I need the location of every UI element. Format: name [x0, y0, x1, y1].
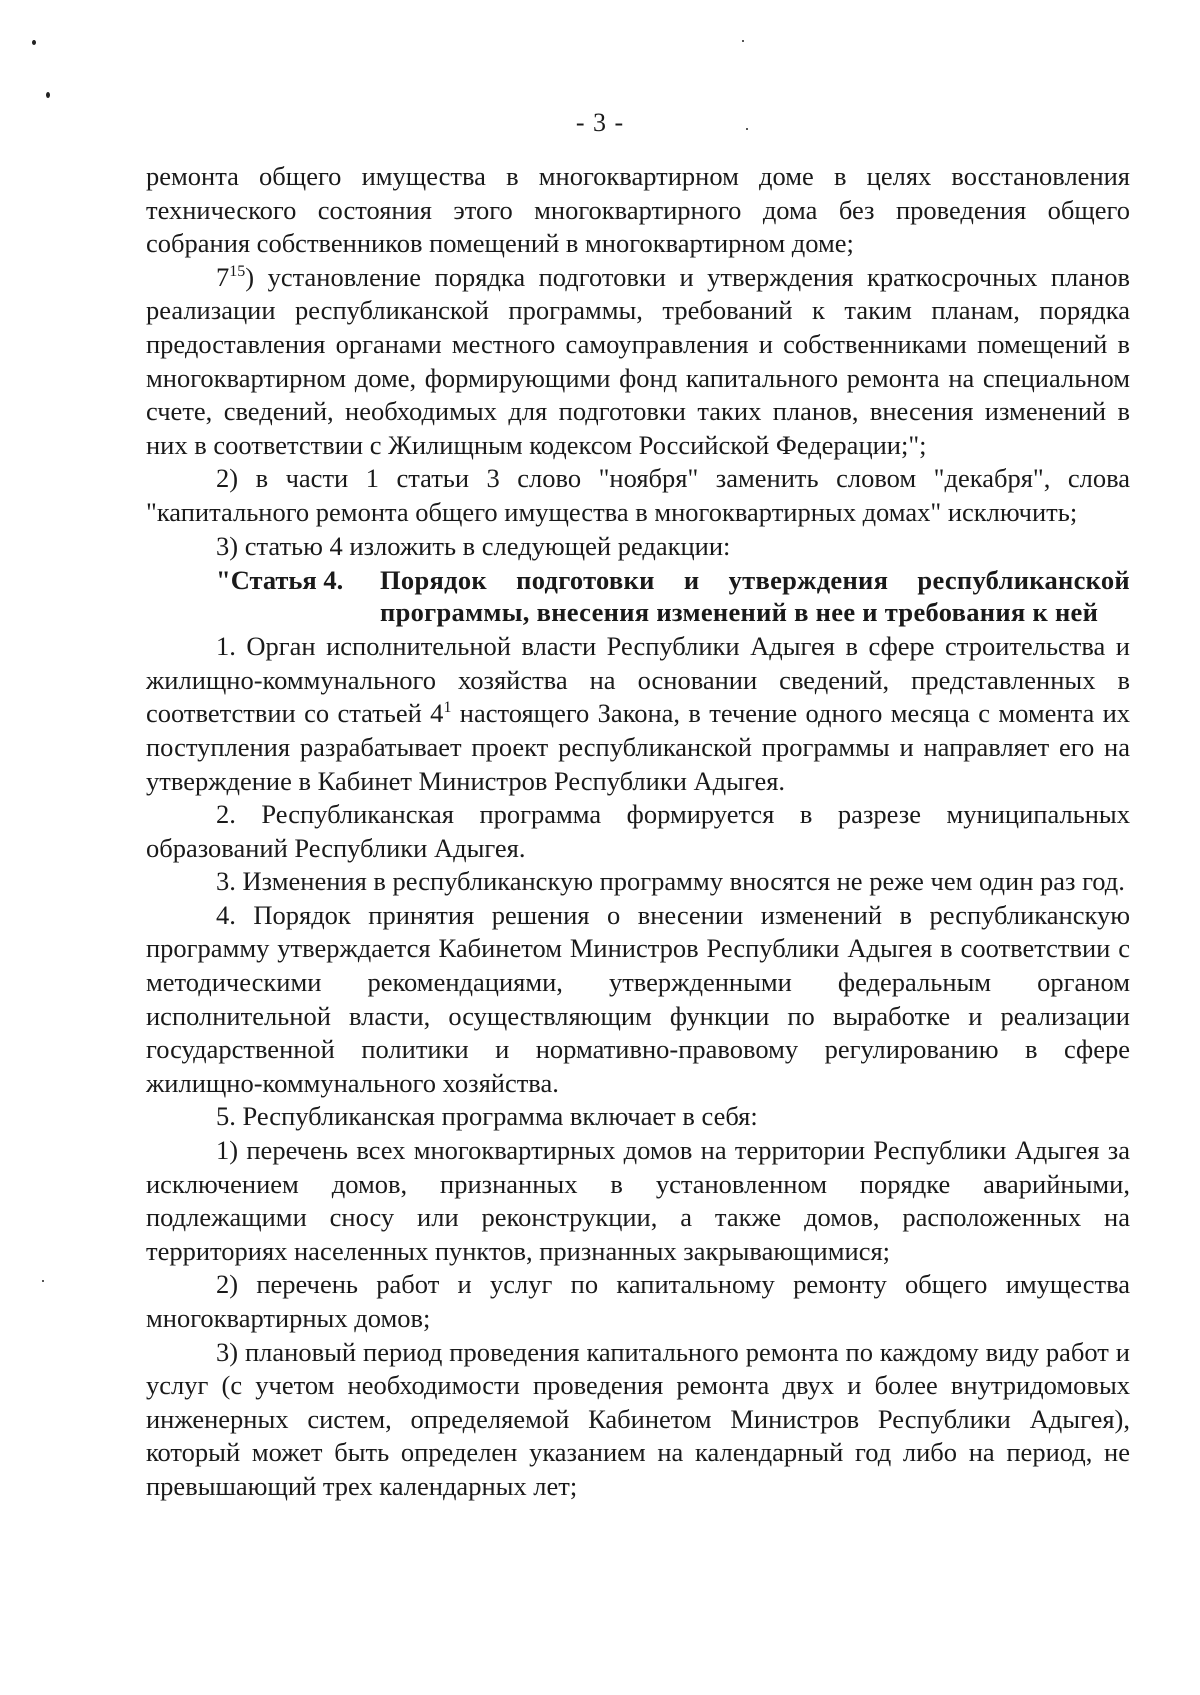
item-superscript: 15	[229, 262, 246, 280]
article-title: Порядок подготовки и утверждения республиканской программы, внесения изменений в нее и требования к ней	[380, 565, 1130, 627]
scan-speck	[32, 40, 36, 45]
article-part-1	[146, 630, 1130, 798]
scan-speck	[742, 40, 744, 42]
article-part-5-item-2: 2) перечень работ и услуг по капитальному ремонту общего имущества многоквартирных домов;	[146, 1269, 1130, 1333]
article-part-2: 2. Республиканская программа формируется в разрезе муниципальных образований Республики Адыгея.	[146, 799, 1130, 863]
article-part-5: 5. Республиканская программа включает в себя:	[216, 1101, 758, 1132]
part-1-text-start: 1. Орган исполнительной власти Республики Адыгея в сфере строительства и жилищно-коммунального хозяйства на основании сведений, представленных в соответствии со статьей 4	[146, 631, 1130, 729]
article-part-3: 3. Изменения в республиканскую программу вносятся не реже чем один раз год.	[216, 866, 1125, 897]
paragraph-amendment-2: 2) в части 1 статьи 3 слово "ноября" заменить словом "декабря", слова "капитального ремонта общего имущества в многоквартирных домах" исключить;	[146, 463, 1130, 527]
article-number: "Статья 4.	[216, 565, 344, 596]
article-part-4: 4. Порядок принятия решения о внесении изменений в республиканскую программу утверждается Кабинетом Министров Республики Адыгея в соответствии с методическими рекомендациями, утвержденными федеральным органом исполнительной власти, осуществляющим функции по выработке и реализации государственной политики и нормативно-правовому регулированию в сфере жилищно-коммунального хозяйства.	[146, 899, 1130, 1098]
paragraph-item-7-15	[146, 261, 1130, 463]
scan-speck	[42, 1280, 44, 1282]
article-part-5-item-3: 3) плановый период проведения капитального ремонта по каждому виду работ и услуг (с учетом необходимости проведения ремонта двух и более внутридомовых инженерных систем, определяемой Кабинетом Министров Республики Адыгея), который может быть определен указанием на календарный год либо на период, не превышающий трех календарных лет;	[146, 1336, 1130, 1501]
document-body	[146, 160, 1130, 1504]
part-1-text-end: настоящего Закона, в течение одного месяца с момента их поступления разрабатывает проект республиканской программы и направляет его на утверждение в Кабинет Министров Республики Адыгея.	[146, 698, 1130, 796]
part-1-superscript: 1	[443, 699, 452, 717]
item-number: 7	[216, 261, 230, 292]
article-heading	[146, 563, 1130, 630]
item-text: ) установление порядка подготовки и утверждения краткосрочных планов реализации республиканской программы, требований к таким планам, порядка предоставления органами местного самоуправления и собственниками помещений в многоквартирном доме, формирующими фонд капитального ремонта на специальном счете, сведений, необходимых для подготовки таких планов, внесения изменений в них в соответствии с Жилищным кодексом Российской Федерации;";	[146, 261, 1130, 460]
paragraph-amendment-3: 3) статью 4 изложить в следующей редакции:	[216, 530, 731, 561]
scan-speck	[46, 92, 50, 98]
page-number: - 3 -	[575, 108, 625, 137]
article-part-5-item-1: 1) перечень всех многоквартирных домов на территории Республики Адыгея за исключением домов, признанных в установленном порядке аварийными, подлежащими сносу или реконструкции, а также домов, расположенных на территориях населенных пунктов, признанных закрывающимися;	[146, 1135, 1130, 1266]
paragraph-continuation: ремонта общего имущества в многоквартирном доме в целях восстановления технического состояния этого многоквартирного дома без проведения общего собрания собственников помещений в многоквартирном доме;	[146, 161, 1130, 259]
